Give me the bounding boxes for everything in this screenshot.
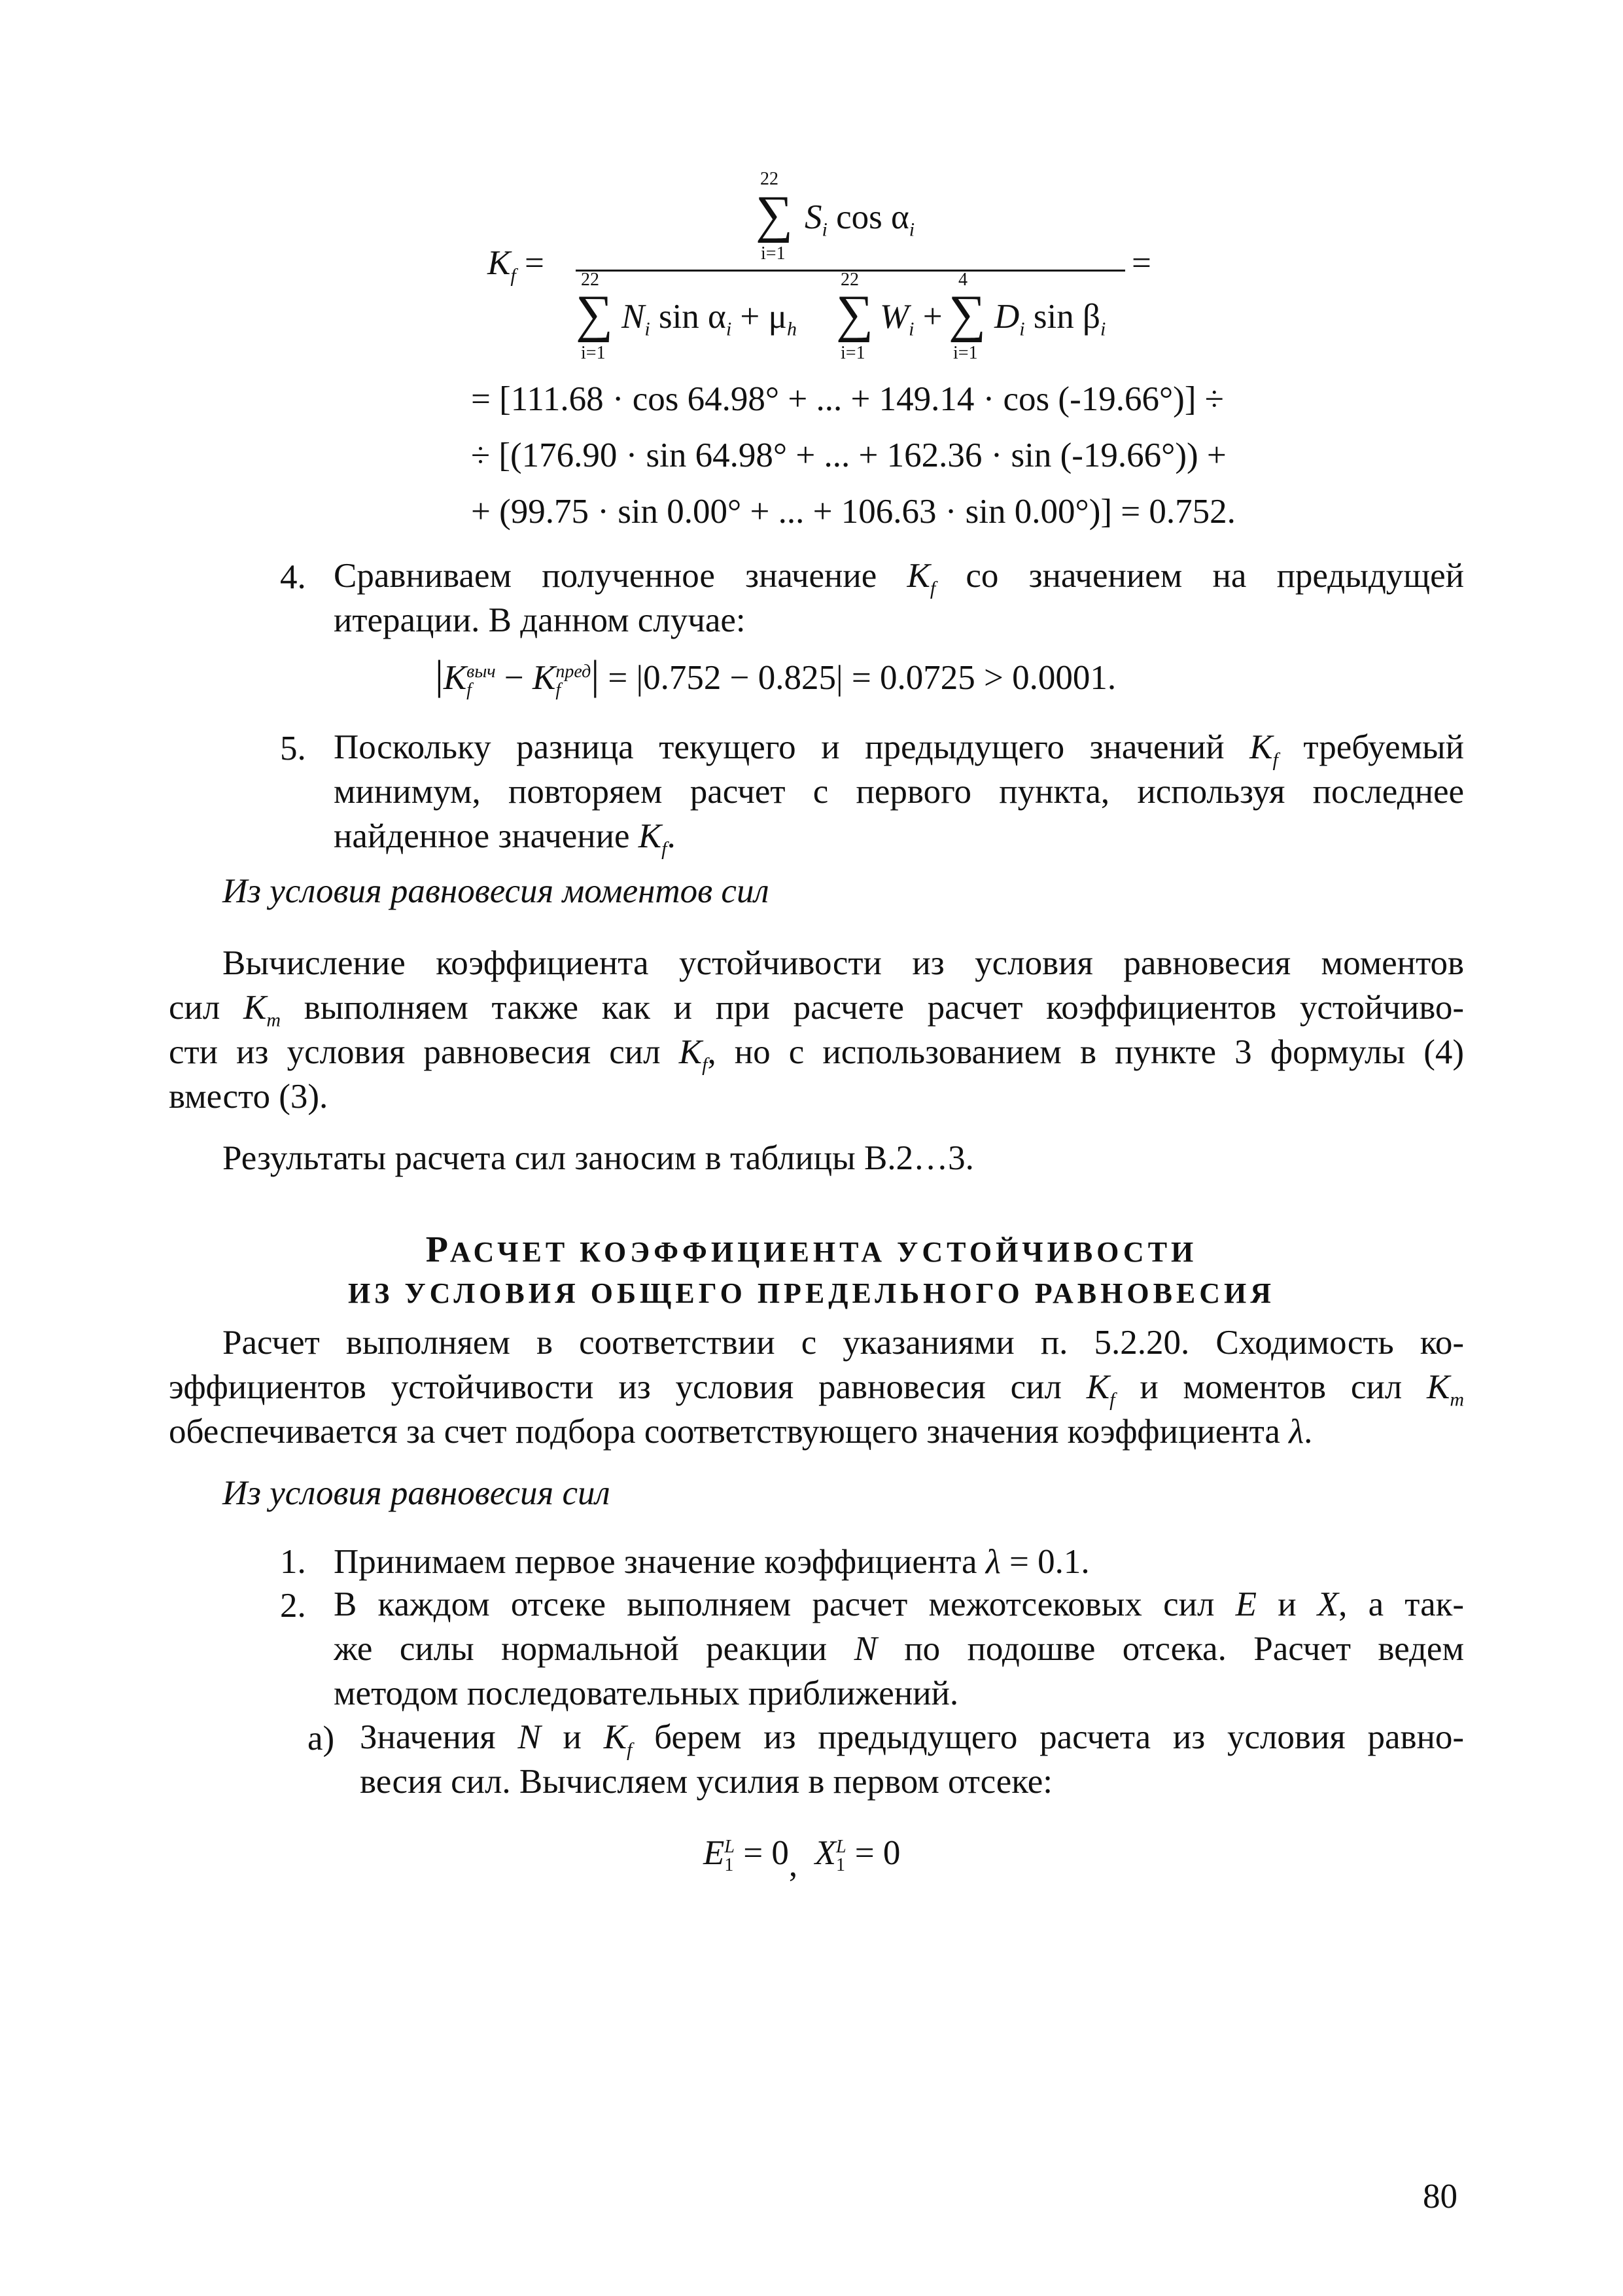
para-section-line3-b: . (1304, 1413, 1313, 1451)
item1-text (334, 1541, 1090, 1583)
init-e-sub: 1 (724, 1854, 734, 1875)
item-a-line1 (360, 1716, 1464, 1761)
item4-line1-b: со значением на предыдущей (966, 557, 1464, 595)
numerator-sum-top: 22 (760, 169, 778, 189)
item-a-and: и (563, 1718, 582, 1756)
numerator-terms (805, 196, 915, 251)
item-a-k-sub: f (627, 1739, 633, 1761)
subheading-forces: Из условия равновесия сил (222, 1474, 610, 1512)
den-sin-beta-sub: i (1100, 318, 1106, 340)
item5-text (334, 726, 1464, 860)
numerator-cos-sub: i (909, 219, 915, 241)
denominator-sigma-2: ∑ (836, 285, 874, 343)
section-title-line1 (0, 1230, 1623, 1272)
diff-k1: K (443, 659, 467, 697)
item1-lambda: λ (985, 1543, 1001, 1581)
den-w-sub: i (909, 318, 915, 340)
item-a-line1-b: берем из предыдущего расчета из условия равно- (654, 1718, 1464, 1756)
item2-line2 (334, 1628, 1464, 1672)
item5-line3-b: . (667, 817, 676, 855)
formula-kf (0, 0, 1623, 393)
para-moments-line1: Вычисление коэффициента устойчивости из условия равновесия моментов (222, 944, 1464, 982)
init-x-sub: 1 (835, 1854, 845, 1875)
para-moments-km: K (243, 989, 267, 1027)
section-title-rest: АСЧЕТ КОЭФФИЦИЕНТА УСТОЙЧИВОСТИ (449, 1236, 1198, 1268)
denominator-sum2-bottom: i=1 (841, 343, 865, 363)
numerator-sum-bottom: i=1 (761, 243, 786, 264)
item1-number: 1. (280, 1543, 306, 1581)
denominator-sum2-top: 22 (841, 270, 859, 290)
paragraph-moments (169, 942, 1464, 1120)
denominator-terms-1 (621, 296, 797, 351)
item5-line2: минимум, повторяем расчет с первого пункта, используя последнее (334, 773, 1464, 811)
paragraph-results: Результаты расчета сил заносим в таблицы В.2…3. (222, 1139, 974, 1177)
den-d: D (994, 298, 1020, 336)
item5-line1-a: Поскольку разница текущего и предыдущего значений (334, 728, 1225, 766)
para-moments-line2-a: сил (169, 989, 220, 1027)
paragraph-section (169, 1322, 1464, 1455)
page-number: 80 (1423, 2178, 1457, 2216)
item-a-n: N (517, 1718, 541, 1756)
item-a-line1-a: Значения (360, 1718, 496, 1756)
den-plus: + (922, 298, 943, 336)
init-e-sup: L (724, 1836, 735, 1857)
denominator-sum1-top: 22 (581, 270, 599, 290)
item2-line1-a: В каждом отсеке выполняем расчет межотсековых сил (334, 1585, 1215, 1623)
item4-number: 4. (280, 558, 306, 596)
para-section-line2-a: эффициентов устойчивости из условия равновесия сил (169, 1368, 1062, 1406)
item5-line3-a: найденное значение (334, 817, 630, 855)
section-title-initial: Р (425, 1229, 450, 1270)
para-moments-line2 (169, 987, 1464, 1031)
item5-number: 5. (280, 730, 306, 768)
para-moments-line3 (169, 1031, 1464, 1076)
init-e-val: = 0 (743, 1834, 789, 1872)
item2-line2-a: же силы нормальной реакции (334, 1630, 828, 1668)
formula-lhs (487, 242, 544, 297)
diff-rest: = |0.752 − 0.825| = 0.0725 > 0.0001. (608, 659, 1117, 697)
diff-minus: − (504, 659, 524, 697)
para-section-line2 (169, 1366, 1464, 1411)
para-moments-line2-b: выполняем также как и при расчете расчет коэффициентов устойчиво- (304, 989, 1464, 1027)
calc-line-2: ÷ [(176.90 · sin 64.98° + ... + 162.36 · sin (-19.66°)) + (471, 436, 1227, 474)
item4-text (334, 555, 1464, 644)
init-x-val: = 0 (854, 1834, 901, 1872)
den-plus-mu: + μ (740, 298, 787, 336)
abs-bar-left: | (435, 652, 444, 698)
para-moments-kf-sub: f (702, 1053, 708, 1076)
item-a-label: а) (307, 1720, 335, 1757)
item-a-line2: весия сил. Вычисляем усилия в первом отсеке: (360, 1763, 1053, 1801)
item2-x: X (1317, 1585, 1339, 1623)
para-section-kf-sub: f (1109, 1388, 1115, 1411)
item2-line2-b: по подошве отсека. Расчет ведем (904, 1630, 1464, 1668)
numerator-cos: cos α (836, 198, 909, 236)
item1-text-b: = 0.1. (1009, 1543, 1090, 1581)
den-w: W (880, 298, 909, 336)
item5-line3-k: K (638, 817, 662, 855)
item5-line1 (334, 726, 1464, 771)
item-a-text (360, 1716, 1464, 1805)
den-mu-sub: h (786, 318, 797, 340)
para-section-km: K (1427, 1368, 1450, 1406)
init-e: E (703, 1834, 725, 1872)
denominator-sum3-top: 4 (958, 270, 968, 290)
item5-line1-b: требуемый (1303, 728, 1464, 766)
item2-and: и (1278, 1585, 1297, 1623)
item5-line3-k-sub: f (661, 838, 667, 860)
item4-line1-a: Сравниваем полученное значение (334, 557, 877, 595)
formula-lhs-equals: = (524, 244, 544, 282)
formula-trailing-equals: = (1132, 244, 1151, 282)
item2-number: 2. (280, 1587, 306, 1625)
numerator-s: S (805, 198, 822, 236)
item4-line2: итерации. В данном случае: (334, 601, 746, 639)
item-a-k: K (603, 1718, 627, 1756)
item2-line1-b: , а так- (1338, 1585, 1464, 1623)
item1-text-a: Принимаем первое значение коэффициента (334, 1543, 977, 1581)
item2-e: E (1235, 1585, 1257, 1623)
para-section-km-sub: m (1450, 1388, 1464, 1411)
para-section-line3 (169, 1411, 1464, 1455)
para-moments-line3-a: сти из условия равновесия сил (169, 1033, 661, 1071)
den-sin-alpha: sin α (658, 298, 726, 336)
diff-k1-sup: выч (466, 661, 496, 682)
den-d-sub: i (1019, 318, 1025, 340)
item2-n: N (854, 1630, 877, 1668)
diff-equation (435, 654, 1116, 699)
item4-line1 (334, 555, 1464, 599)
init-x: X (814, 1834, 836, 1872)
initial-equation (703, 1832, 901, 1884)
denominator-sum3-bottom: i=1 (953, 343, 978, 363)
para-moments-kf: K (678, 1033, 703, 1071)
subheading-moments: Из условия равновесия моментов сил (222, 872, 769, 910)
section-title (0, 1230, 1623, 1315)
formula-lhs-sub: f (510, 264, 516, 287)
para-section-line3-a: обеспечивается за счет подбора соответствующего значения коэффициента (169, 1413, 1280, 1451)
para-moments-km-sub: m (266, 1009, 281, 1031)
denominator-terms-3 (994, 296, 1106, 351)
para-section-line1: Расчет выполняем в соответствии с указаниями п. 5.2.20. Сходимость ко- (222, 1324, 1464, 1362)
init-x-sup: L (835, 1836, 846, 1857)
para-moments-line4: вместо (3). (169, 1078, 328, 1116)
diff-k1-sub: f (466, 679, 472, 700)
item4-k: K (907, 557, 930, 595)
init-comma: , (788, 1846, 798, 1884)
diff-k2-sub: f (555, 679, 561, 700)
section-title-line2: ИЗ УСЛОВИЯ ОБЩЕГО ПРЕДЕЛЬНОГО РАВНОВЕСИЯ (347, 1277, 1276, 1309)
denominator-sigma-1: ∑ (576, 285, 614, 343)
den-sin-alpha-sub: i (725, 318, 732, 340)
item5-k-sub: f (1272, 749, 1278, 771)
calc-line-1: = [111.68 · cos 64.98° + ... + 149.14 · cos (-19.66°)] ÷ (471, 380, 1224, 418)
diff-k2: K (532, 659, 556, 697)
item5-k: K (1249, 728, 1273, 766)
denominator-sum1-bottom: i=1 (581, 343, 606, 363)
abs-bar-right: | (591, 652, 600, 698)
item4-k-sub: f (930, 577, 936, 599)
diff-k2-sup: пред (555, 661, 591, 682)
item2-line3: методом последовательных приближений. (334, 1674, 959, 1712)
item2-text (334, 1583, 1464, 1717)
para-section-line2-b: и моментов сил (1140, 1368, 1403, 1406)
denominator-terms-2 (880, 296, 943, 351)
den-sin-beta: sin β (1033, 298, 1100, 336)
numerator-sigma: ∑ (756, 186, 794, 243)
para-section-lambda: λ (1289, 1413, 1304, 1451)
numerator-s-sub: i (822, 219, 828, 241)
item5-line3 (334, 815, 1464, 860)
para-moments-line3-b: , но с использованием в пункте 3 формулы (4) (707, 1033, 1464, 1071)
formula-lhs-symbol: K (487, 244, 511, 282)
denominator-sigma-3: ∑ (949, 285, 986, 343)
item2-line1 (334, 1583, 1464, 1628)
den-n-sub: i (644, 318, 650, 340)
den-n: N (621, 298, 645, 336)
para-section-kf: K (1086, 1368, 1110, 1406)
calc-line-3: + (99.75 · sin 0.00° + ... + 106.63 · sin 0.00°)] = 0.752. (471, 493, 1236, 531)
